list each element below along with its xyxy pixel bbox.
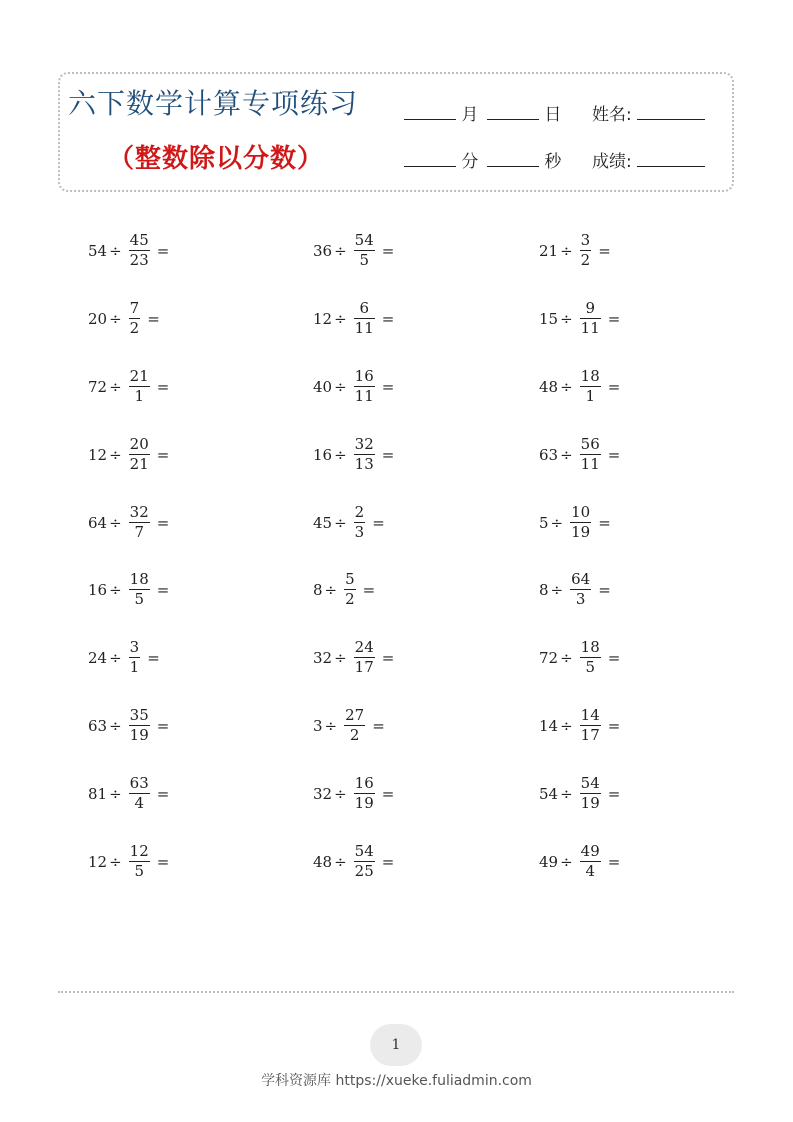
equals-sign: = xyxy=(156,852,170,871)
divide-sign: ÷ xyxy=(334,513,347,532)
fraction xyxy=(580,300,601,338)
equals-sign: = xyxy=(156,445,170,464)
whole-number: 12 xyxy=(313,309,333,328)
whole-number: 21 xyxy=(539,241,559,260)
minute-label: 分 xyxy=(461,152,479,172)
denominator: 23 xyxy=(129,251,149,270)
problem-item xyxy=(88,436,171,474)
equals-sign: = xyxy=(607,784,621,803)
whole-number: 15 xyxy=(539,309,559,328)
problem-item xyxy=(539,639,622,677)
denominator: 19 xyxy=(580,794,600,813)
numerator: 16 xyxy=(354,367,374,385)
numerator: 2 xyxy=(354,503,365,521)
fraction xyxy=(580,639,601,677)
denominator: 17 xyxy=(354,658,374,677)
fraction xyxy=(580,707,601,745)
equals-sign: = xyxy=(156,716,170,735)
divide-sign: ÷ xyxy=(109,784,122,803)
problem-item xyxy=(313,368,396,406)
numerator: 18 xyxy=(580,367,600,385)
denominator: 13 xyxy=(354,455,374,474)
equals-sign: = xyxy=(607,377,621,396)
score-field[interactable] xyxy=(592,147,705,172)
numerator: 3 xyxy=(129,638,140,656)
problem-item xyxy=(88,368,171,406)
equals-sign: = xyxy=(156,580,170,599)
divide-sign: ÷ xyxy=(109,580,122,599)
divide-sign: ÷ xyxy=(109,309,122,328)
divide-sign: ÷ xyxy=(109,648,122,667)
whole-number: 12 xyxy=(88,852,108,871)
denominator: 1 xyxy=(585,387,595,406)
whole-number: 8 xyxy=(313,580,323,599)
numerator: 9 xyxy=(585,299,595,317)
numerator: 12 xyxy=(129,842,149,860)
equals-sign: = xyxy=(598,580,611,599)
divide-sign: ÷ xyxy=(560,716,573,735)
denominator: 11 xyxy=(354,319,374,338)
divide-sign: ÷ xyxy=(550,513,564,532)
denominator: 5 xyxy=(134,590,144,609)
equals-sign: = xyxy=(381,852,395,871)
numerator: 45 xyxy=(129,231,149,249)
divide-sign: ÷ xyxy=(560,241,573,260)
numerator: 18 xyxy=(129,570,149,588)
denominator: 5 xyxy=(134,862,144,881)
second-blank[interactable] xyxy=(487,165,539,167)
whole-number: 49 xyxy=(539,852,559,871)
numerator: 5 xyxy=(345,570,355,588)
numerator: 54 xyxy=(354,231,374,249)
numerator: 54 xyxy=(580,774,600,792)
numerator: 54 xyxy=(354,842,374,860)
fraction xyxy=(580,368,601,406)
denominator: 3 xyxy=(354,523,365,542)
numerator: 18 xyxy=(580,638,600,656)
whole-number: 16 xyxy=(88,580,108,599)
whole-number: 12 xyxy=(88,445,108,464)
equals-sign: = xyxy=(156,377,170,396)
page-title: 六下数学计算专项练习 xyxy=(68,87,359,120)
denominator: 5 xyxy=(585,658,595,677)
denominator: 7 xyxy=(134,523,144,542)
equals-sign: = xyxy=(381,784,395,803)
problem-item xyxy=(313,707,387,745)
denominator: 11 xyxy=(580,455,600,474)
problem-item xyxy=(539,571,613,609)
divide-sign: ÷ xyxy=(334,241,347,260)
fraction xyxy=(354,843,375,881)
problem-item xyxy=(539,368,622,406)
name-blank[interactable] xyxy=(637,118,705,120)
numerator: 16 xyxy=(354,774,374,792)
equals-sign: = xyxy=(362,580,376,599)
divide-sign: ÷ xyxy=(109,716,122,735)
fraction xyxy=(580,775,601,813)
denominator: 2 xyxy=(129,319,140,338)
divide-sign: ÷ xyxy=(560,852,573,871)
problem-item xyxy=(539,232,613,270)
equals-sign: = xyxy=(381,648,395,667)
problem-item xyxy=(88,300,162,338)
numerator: 63 xyxy=(129,774,149,792)
denominator: 19 xyxy=(571,523,591,542)
fraction xyxy=(344,707,365,745)
whole-number: 14 xyxy=(539,716,559,735)
problem-item xyxy=(539,300,622,338)
equals-sign: = xyxy=(156,784,170,803)
fraction xyxy=(129,368,150,406)
fraction xyxy=(580,232,592,270)
problem-item xyxy=(313,504,387,542)
fraction xyxy=(354,368,375,406)
divide-sign: ÷ xyxy=(550,580,564,599)
problem-item xyxy=(313,300,396,338)
name-label: 姓名: xyxy=(592,105,632,125)
score-blank[interactable] xyxy=(637,165,705,167)
whole-number: 20 xyxy=(88,309,108,328)
score-label: 成绩: xyxy=(592,152,632,172)
fraction xyxy=(129,232,150,270)
divide-sign: ÷ xyxy=(334,377,347,396)
problem-item xyxy=(88,843,171,881)
equals-sign: = xyxy=(147,648,160,667)
problem-item xyxy=(539,436,622,474)
problem-item xyxy=(539,775,622,813)
equals-sign: = xyxy=(607,852,621,871)
problem-item xyxy=(539,707,622,745)
denominator: 17 xyxy=(580,726,600,745)
fraction xyxy=(129,504,150,542)
equals-sign: = xyxy=(156,513,170,532)
denominator: 21 xyxy=(129,455,149,474)
numerator: 32 xyxy=(129,503,149,521)
whole-number: 72 xyxy=(88,377,108,396)
whole-number: 63 xyxy=(88,716,108,735)
divide-sign: ÷ xyxy=(109,852,122,871)
footer-divider xyxy=(58,991,734,993)
problem-item xyxy=(88,639,162,677)
whole-number: 8 xyxy=(539,580,549,599)
denominator: 3 xyxy=(575,590,586,609)
problem-item xyxy=(313,436,396,474)
equals-sign: = xyxy=(372,716,385,735)
divide-sign: ÷ xyxy=(560,784,573,803)
name-field[interactable] xyxy=(592,100,705,125)
problem-item xyxy=(539,843,622,881)
problem-item xyxy=(313,639,396,677)
month-blank[interactable] xyxy=(404,118,456,120)
divide-sign: ÷ xyxy=(334,309,347,328)
problem-item xyxy=(88,232,171,270)
fraction xyxy=(580,843,601,881)
whole-number: 32 xyxy=(313,784,333,803)
equals-sign: = xyxy=(607,716,621,735)
numerator: 32 xyxy=(354,435,374,453)
page-number: 1 xyxy=(391,1037,401,1053)
fraction xyxy=(354,436,375,474)
equals-sign: = xyxy=(598,513,611,532)
equals-sign: = xyxy=(147,309,160,328)
equals-sign: = xyxy=(156,241,170,260)
equals-sign: = xyxy=(381,377,395,396)
denominator: 11 xyxy=(580,319,600,338)
fraction xyxy=(354,639,375,677)
fraction xyxy=(129,775,150,813)
divide-sign: ÷ xyxy=(324,716,338,735)
equals-sign: = xyxy=(607,648,621,667)
fraction xyxy=(354,232,375,270)
whole-number: 48 xyxy=(313,852,333,871)
problem-item xyxy=(88,775,171,813)
fraction xyxy=(354,504,366,542)
whole-number: 36 xyxy=(313,241,333,260)
fraction xyxy=(129,436,150,474)
whole-number: 3 xyxy=(313,716,323,735)
problem-item xyxy=(88,571,171,609)
whole-number: 72 xyxy=(539,648,559,667)
second-field[interactable] xyxy=(487,147,561,172)
divide-sign: ÷ xyxy=(560,648,573,667)
month-field[interactable] xyxy=(404,100,478,125)
day-label: 日 xyxy=(544,105,562,125)
numerator: 14 xyxy=(580,706,600,724)
equals-sign: = xyxy=(598,241,611,260)
divide-sign: ÷ xyxy=(109,377,122,396)
numerator: 3 xyxy=(580,231,591,249)
denominator: 4 xyxy=(585,862,595,881)
equals-sign: = xyxy=(381,309,395,328)
day-blank[interactable] xyxy=(487,118,539,120)
fraction xyxy=(344,571,356,609)
denominator: 2 xyxy=(580,251,591,270)
page-subtitle: （整数除以分数） xyxy=(108,144,325,174)
whole-number: 5 xyxy=(539,513,549,532)
divide-sign: ÷ xyxy=(334,445,347,464)
fraction xyxy=(129,300,141,338)
denominator: 2 xyxy=(345,590,355,609)
fraction xyxy=(129,639,141,677)
fraction xyxy=(570,504,591,542)
numerator: 7 xyxy=(129,299,140,317)
divide-sign: ÷ xyxy=(560,445,573,464)
numerator: 27 xyxy=(345,706,365,724)
equals-sign: = xyxy=(607,445,621,464)
numerator: 21 xyxy=(129,367,149,385)
fraction xyxy=(354,300,375,338)
denominator: 19 xyxy=(129,726,149,745)
whole-number: 40 xyxy=(313,377,333,396)
equals-sign: = xyxy=(372,513,385,532)
whole-number: 45 xyxy=(313,513,333,532)
whole-number: 48 xyxy=(539,377,559,396)
fraction xyxy=(580,436,601,474)
whole-number: 81 xyxy=(88,784,108,803)
denominator: 4 xyxy=(134,794,144,813)
fraction xyxy=(129,843,150,881)
numerator: 35 xyxy=(129,706,149,724)
fraction xyxy=(354,775,375,813)
equals-sign: = xyxy=(607,309,621,328)
numerator: 64 xyxy=(571,570,591,588)
problem-item xyxy=(313,232,396,270)
fraction xyxy=(129,707,150,745)
problem-item xyxy=(313,571,377,609)
problem-item xyxy=(88,504,171,542)
second-label: 秒 xyxy=(544,152,562,172)
whole-number: 64 xyxy=(88,513,108,532)
numerator: 24 xyxy=(354,638,374,656)
fraction xyxy=(129,571,150,609)
minute-blank[interactable] xyxy=(404,165,456,167)
denominator: 19 xyxy=(354,794,374,813)
equals-sign: = xyxy=(381,241,395,260)
divide-sign: ÷ xyxy=(560,309,573,328)
denominator: 5 xyxy=(359,251,369,270)
numerator: 20 xyxy=(129,435,149,453)
denominator: 1 xyxy=(134,387,144,406)
problem-item xyxy=(88,707,171,745)
problem-item xyxy=(539,504,613,542)
whole-number: 54 xyxy=(88,241,108,260)
minute-field[interactable] xyxy=(404,147,478,172)
divide-sign: ÷ xyxy=(334,784,347,803)
numerator: 49 xyxy=(580,842,600,860)
divide-sign: ÷ xyxy=(334,852,347,871)
denominator: 25 xyxy=(354,862,374,881)
whole-number: 32 xyxy=(313,648,333,667)
divide-sign: ÷ xyxy=(560,377,573,396)
whole-number: 54 xyxy=(539,784,559,803)
divide-sign: ÷ xyxy=(334,648,347,667)
fraction xyxy=(570,571,591,609)
problem-item xyxy=(313,843,396,881)
day-field[interactable] xyxy=(487,100,561,125)
page-number-badge xyxy=(370,1024,422,1066)
numerator: 6 xyxy=(359,299,369,317)
problem-item xyxy=(313,775,396,813)
divide-sign: ÷ xyxy=(109,513,122,532)
denominator: 11 xyxy=(354,387,374,406)
whole-number: 24 xyxy=(88,648,108,667)
denominator: 2 xyxy=(349,726,360,745)
divide-sign: ÷ xyxy=(324,580,338,599)
numerator: 56 xyxy=(580,435,600,453)
month-label: 月 xyxy=(461,105,479,125)
divide-sign: ÷ xyxy=(109,445,122,464)
whole-number: 16 xyxy=(313,445,333,464)
divide-sign: ÷ xyxy=(109,241,122,260)
numerator: 10 xyxy=(571,503,591,521)
denominator: 1 xyxy=(129,658,140,677)
equals-sign: = xyxy=(381,445,395,464)
whole-number: 63 xyxy=(539,445,559,464)
footer-text: 学科资源库 https://xueke.fuliadmin.com xyxy=(261,1073,532,1089)
